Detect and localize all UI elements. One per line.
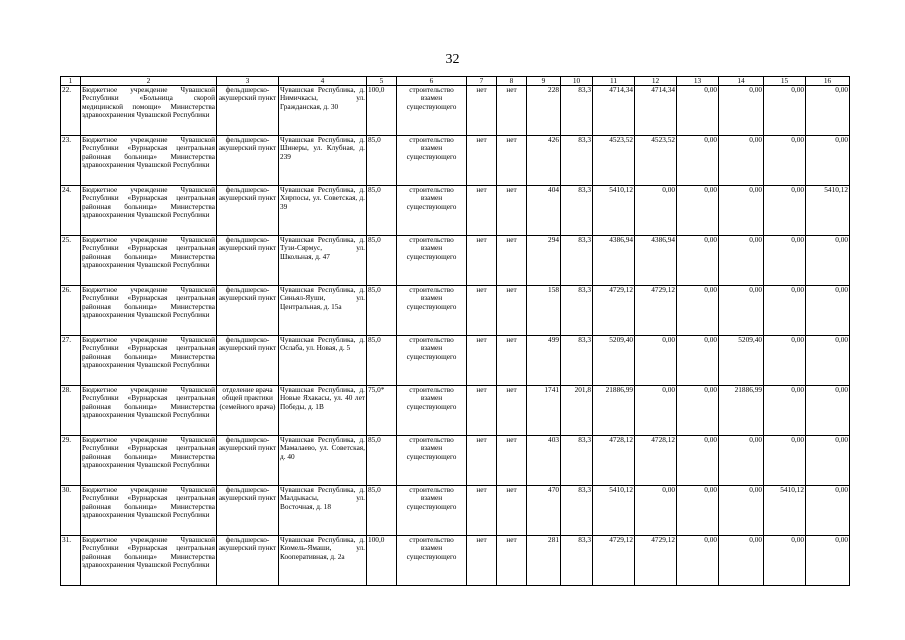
cost-year-5-cell: 0,00 [806, 136, 850, 186]
area-cell: 83,3 [561, 536, 593, 586]
cost-year-2-cell: 0,00 [677, 336, 719, 386]
flag-a-cell: нет [467, 236, 497, 286]
facility-type-cell: фельдшерско-акушерский пункт [217, 436, 279, 486]
flag-b-cell: нет [497, 486, 527, 536]
address-cell: Чувашская Республика, д. Ослаба, ул. Новая, д. 5 [279, 336, 367, 386]
capacity-cell: 85,0 [367, 136, 397, 186]
capacity-cell: 100,0 [367, 536, 397, 586]
total-cost-cell: 21886,99 [593, 386, 635, 436]
cost-year-1-cell: 4714,34 [635, 86, 677, 136]
table-row [61, 186, 850, 236]
flag-b-cell: нет [497, 386, 527, 436]
cost-year-4-cell: 0,00 [764, 286, 806, 336]
row-number-cell: 28. [61, 386, 81, 436]
institution-name-cell: Бюджетное учреждение Чувашской Республики «Больница скорой медицинской помощи» Министерства здравоохранения Чувашской Республики [81, 86, 217, 136]
facility-type-cell: фельдшерско-акушерский пункт [217, 286, 279, 336]
area-cell: 83,3 [561, 86, 593, 136]
row-number-cell: 29. [61, 436, 81, 486]
work-type-cell: строительство взамен существующего [397, 136, 467, 186]
column-number-cell: 16 [806, 77, 850, 86]
table-row [61, 486, 850, 536]
flag-b-cell: нет [497, 536, 527, 586]
cost-year-3-cell: 0,00 [719, 486, 764, 536]
column-number-cell: 11 [593, 77, 635, 86]
cost-year-2-cell: 0,00 [677, 386, 719, 436]
flag-a-cell: нет [467, 536, 497, 586]
population-cell: 228 [527, 86, 561, 136]
work-type-cell: строительство взамен существующего [397, 336, 467, 386]
cost-year-4-cell: 5410,12 [764, 486, 806, 536]
cost-year-2-cell: 0,00 [677, 136, 719, 186]
flag-a-cell: нет [467, 86, 497, 136]
area-cell: 83,3 [561, 436, 593, 486]
flag-b-cell: нет [497, 236, 527, 286]
total-cost-cell: 4729,12 [593, 286, 635, 336]
institution-name-cell: Бюджетное учреждение Чувашской Республики «Вурнарская центральная районная больница» Министерства здравоохранения Чувашской Республики [81, 436, 217, 486]
total-cost-cell: 5410,12 [593, 486, 635, 536]
total-cost-cell: 5209,40 [593, 336, 635, 386]
area-cell: 83,3 [561, 136, 593, 186]
cost-year-2-cell: 0,00 [677, 86, 719, 136]
flag-b-cell: нет [497, 436, 527, 486]
total-cost-cell: 4386,94 [593, 236, 635, 286]
cost-year-1-cell: 0,00 [635, 486, 677, 536]
facilities-table [60, 76, 850, 586]
population-cell: 403 [527, 436, 561, 486]
population-cell: 470 [527, 486, 561, 536]
facility-type-cell: фельдшерско-акушерский пункт [217, 86, 279, 136]
institution-name-cell: Бюджетное учреждение Чувашской Республики «Вурнарская центральная районная больница» Министерства здравоохранения Чувашской Республики [81, 486, 217, 536]
cost-year-3-cell: 5209,40 [719, 336, 764, 386]
row-number-cell: 31. [61, 536, 81, 586]
cost-year-5-cell: 0,00 [806, 436, 850, 486]
column-number-cell: 3 [217, 77, 279, 86]
flag-a-cell: нет [467, 386, 497, 436]
column-number-cell: 15 [764, 77, 806, 86]
column-number-cell: 12 [635, 77, 677, 86]
cost-year-5-cell: 0,00 [806, 536, 850, 586]
cost-year-3-cell: 0,00 [719, 86, 764, 136]
flag-a-cell: нет [467, 486, 497, 536]
capacity-cell: 85,0 [367, 436, 397, 486]
capacity-cell: 85,0 [367, 236, 397, 286]
table-row [61, 236, 850, 286]
institution-name-cell: Бюджетное учреждение Чувашской Республики «Вурнарская центральная районная больница» Министерства здравоохранения Чувашской Республики [81, 536, 217, 586]
table-row [61, 86, 850, 136]
cost-year-1-cell: 4386,94 [635, 236, 677, 286]
area-cell: 83,3 [561, 236, 593, 286]
column-number-cell: 6 [397, 77, 467, 86]
cost-year-1-cell: 4728,12 [635, 436, 677, 486]
flag-b-cell: нет [497, 186, 527, 236]
total-cost-cell: 5410,12 [593, 186, 635, 236]
flag-b-cell: нет [497, 136, 527, 186]
address-cell: Чувашская Республика, д. Синьял-Яуши, ул. Центральная, д. 15а [279, 286, 367, 336]
work-type-cell: строительство взамен существующего [397, 86, 467, 136]
flag-b-cell: нет [497, 336, 527, 386]
cost-year-1-cell: 0,00 [635, 386, 677, 436]
cost-year-5-cell: 0,00 [806, 286, 850, 336]
institution-name-cell: Бюджетное учреждение Чувашской Республики «Вурнарская центральная районная больница» Министерства здравоохранения Чувашской Республики [81, 236, 217, 286]
row-number-cell: 25. [61, 236, 81, 286]
row-number-cell: 27. [61, 336, 81, 386]
cost-year-4-cell: 0,00 [764, 86, 806, 136]
column-number-cell: 5 [367, 77, 397, 86]
cost-year-3-cell: 0,00 [719, 186, 764, 236]
flag-a-cell: нет [467, 436, 497, 486]
row-number-cell: 26. [61, 286, 81, 336]
cost-year-1-cell: 0,00 [635, 336, 677, 386]
flag-b-cell: нет [497, 86, 527, 136]
table-row [61, 386, 850, 436]
column-number-row [61, 77, 850, 86]
work-type-cell: строительство взамен существующего [397, 236, 467, 286]
column-number-cell: 2 [81, 77, 217, 86]
table-row [61, 136, 850, 186]
cost-year-4-cell: 0,00 [764, 236, 806, 286]
column-number-cell: 8 [497, 77, 527, 86]
facility-type-cell: фельдшерско-акушерский пункт [217, 186, 279, 236]
row-number-cell: 23. [61, 136, 81, 186]
cost-year-5-cell: 0,00 [806, 336, 850, 386]
cost-year-3-cell: 0,00 [719, 436, 764, 486]
capacity-cell: 75,0* [367, 386, 397, 436]
institution-name-cell: Бюджетное учреждение Чувашской Республики «Вурнарская центральная районная больница» Министерства здравоохранения Чувашской Республики [81, 186, 217, 236]
cost-year-5-cell: 5410,12 [806, 186, 850, 236]
cost-year-2-cell: 0,00 [677, 186, 719, 236]
area-cell: 83,3 [561, 186, 593, 236]
address-cell: Чувашская Республика, д. Нимичкасы, ул. Гражданская, д. 30 [279, 86, 367, 136]
institution-name-cell: Бюджетное учреждение Чувашской Республики «Вурнарская центральная районная больница» Министерства здравоохранения Чувашской Республики [81, 286, 217, 336]
address-cell: Чувашская Республика, д. Шинеры, ул. Клубная, д. 239 [279, 136, 367, 186]
population-cell: 499 [527, 336, 561, 386]
work-type-cell: строительство взамен существующего [397, 186, 467, 236]
flag-b-cell: нет [497, 286, 527, 336]
column-number-cell: 4 [279, 77, 367, 86]
address-cell: Чувашская Республика, д. Хирпосы, ул. Советская, д. 39 [279, 186, 367, 236]
column-number-cell: 1 [61, 77, 81, 86]
cost-year-1-cell: 4729,12 [635, 536, 677, 586]
page-number: 32 [445, 52, 460, 67]
flag-a-cell: нет [467, 336, 497, 386]
flag-a-cell: нет [467, 186, 497, 236]
table-row [61, 286, 850, 336]
institution-name-cell: Бюджетное учреждение Чувашской Республики «Вурнарская центральная районная больница» Министерства здравоохранения Чувашской Республики [81, 336, 217, 386]
cost-year-2-cell: 0,00 [677, 536, 719, 586]
cost-year-3-cell: 0,00 [719, 286, 764, 336]
cost-year-1-cell: 0,00 [635, 186, 677, 236]
capacity-cell: 85,0 [367, 486, 397, 536]
cost-year-4-cell: 0,00 [764, 136, 806, 186]
institution-name-cell: Бюджетное учреждение Чувашской Республики «Вурнарская центральная районная больница» Министерства здравоохранения Чувашской Республики [81, 136, 217, 186]
cost-year-5-cell: 0,00 [806, 86, 850, 136]
population-cell: 158 [527, 286, 561, 336]
population-cell: 281 [527, 536, 561, 586]
work-type-cell: строительство взамен существующего [397, 486, 467, 536]
address-cell: Чувашская Республика, д. Тузи-Сярмус, ул. Школьная, д. 47 [279, 236, 367, 286]
table-row [61, 436, 850, 486]
row-number-cell: 30. [61, 486, 81, 536]
column-number-cell: 7 [467, 77, 497, 86]
column-number-cell: 14 [719, 77, 764, 86]
population-cell: 294 [527, 236, 561, 286]
flag-a-cell: нет [467, 286, 497, 336]
column-number-cell: 9 [527, 77, 561, 86]
row-number-cell: 22. [61, 86, 81, 136]
cost-year-4-cell: 0,00 [764, 536, 806, 586]
address-cell: Чувашская Республика, д. Кюмель-Ямаши, ул. Кооперативная, д. 2а [279, 536, 367, 586]
address-cell: Чувашская Республика, д. Новые Яхакасы, ул. 40 лет Победы, д. 1В [279, 386, 367, 436]
capacity-cell: 85,0 [367, 336, 397, 386]
cost-year-2-cell: 0,00 [677, 286, 719, 336]
area-cell: 83,3 [561, 286, 593, 336]
population-cell: 404 [527, 186, 561, 236]
table-row [61, 536, 850, 586]
facility-type-cell: отделение врача общей практики (семейного врача) [217, 386, 279, 436]
cost-year-3-cell: 0,00 [719, 236, 764, 286]
population-cell: 426 [527, 136, 561, 186]
capacity-cell: 85,0 [367, 186, 397, 236]
total-cost-cell: 4714,34 [593, 86, 635, 136]
facility-type-cell: фельдшерско-акушерский пункт [217, 236, 279, 286]
cost-year-3-cell: 0,00 [719, 536, 764, 586]
column-number-cell: 10 [561, 77, 593, 86]
cost-year-2-cell: 0,00 [677, 486, 719, 536]
flag-a-cell: нет [467, 136, 497, 186]
population-cell: 1741 [527, 386, 561, 436]
cost-year-2-cell: 0,00 [677, 236, 719, 286]
cost-year-4-cell: 0,00 [764, 186, 806, 236]
cost-year-2-cell: 0,00 [677, 436, 719, 486]
institution-name-cell: Бюджетное учреждение Чувашской Республики «Вурнарская центральная районная больница» Министерства здравоохранения Чувашской Республики [81, 386, 217, 436]
facility-type-cell: фельдшерско-акушерский пункт [217, 336, 279, 386]
capacity-cell: 100,0 [367, 86, 397, 136]
table-row [61, 336, 850, 386]
facility-type-cell: фельдшерско-акушерский пункт [217, 486, 279, 536]
cost-year-1-cell: 4523,52 [635, 136, 677, 186]
cost-year-4-cell: 0,00 [764, 436, 806, 486]
work-type-cell: строительство взамен существующего [397, 536, 467, 586]
work-type-cell: строительство взамен существующего [397, 386, 467, 436]
capacity-cell: 85,0 [367, 286, 397, 336]
total-cost-cell: 4728,12 [593, 436, 635, 486]
cost-year-5-cell: 0,00 [806, 386, 850, 436]
cost-year-5-cell: 0,00 [806, 486, 850, 536]
total-cost-cell: 4523,52 [593, 136, 635, 186]
row-number-cell: 24. [61, 186, 81, 236]
facility-type-cell: фельдшерско-акушерский пункт [217, 536, 279, 586]
cost-year-3-cell: 21886,99 [719, 386, 764, 436]
work-type-cell: строительство взамен существующего [397, 436, 467, 486]
cost-year-1-cell: 4729,12 [635, 286, 677, 336]
facility-type-cell: фельдшерско-акушерский пункт [217, 136, 279, 186]
cost-year-5-cell: 0,00 [806, 236, 850, 286]
cost-year-4-cell: 0,00 [764, 386, 806, 436]
area-cell: 83,3 [561, 486, 593, 536]
work-type-cell: строительство взамен существующего [397, 286, 467, 336]
address-cell: Чувашская Республика, д. Малдыкасы, ул. Восточная, д. 18 [279, 486, 367, 536]
area-cell: 201,8 [561, 386, 593, 436]
total-cost-cell: 4729,12 [593, 536, 635, 586]
column-number-cell: 13 [677, 77, 719, 86]
cost-year-4-cell: 0,00 [764, 336, 806, 386]
area-cell: 83,3 [561, 336, 593, 386]
address-cell: Чувашская Республика, д. Мамалаево, ул. Советская, д. 40 [279, 436, 367, 486]
cost-year-3-cell: 0,00 [719, 136, 764, 186]
